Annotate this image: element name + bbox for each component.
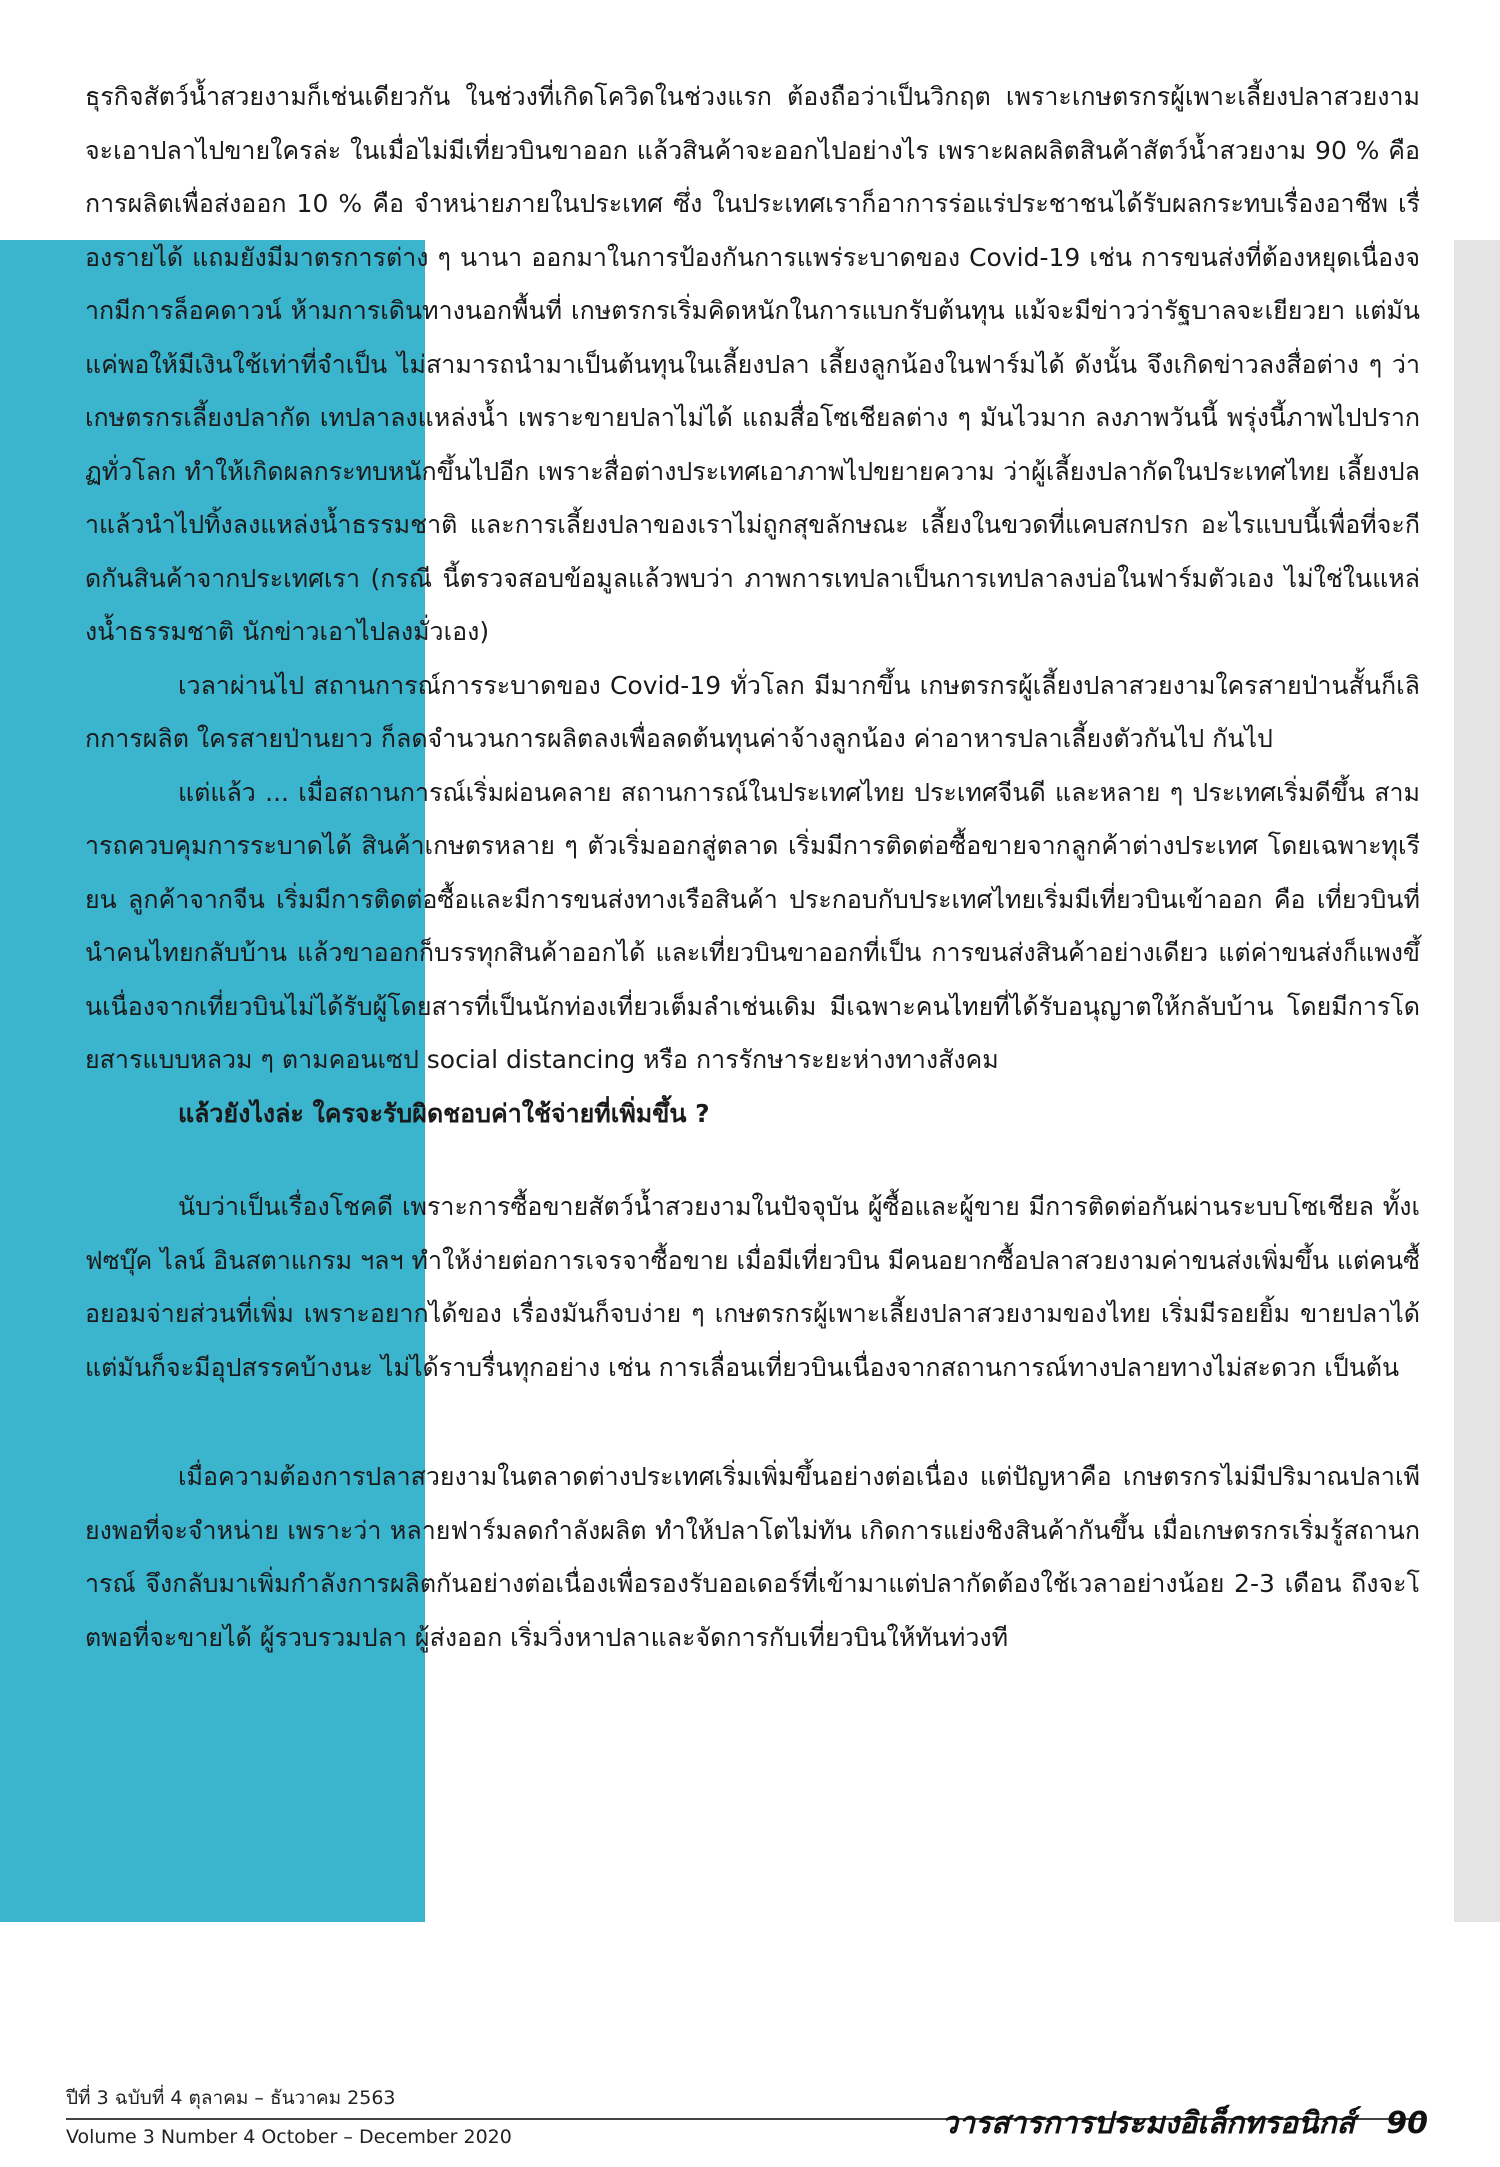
paragraph-5: เมื่อความต้องการปลาสวยงามในตลาดต่างประเทศเริ่มเพิ่มขึ้นอย่างต่อเนื่อง แต่ปัญหาคือ เกษตรกรไม่มีปริมาณปลาเพียงพอที่จะจำหน่าย เพราะว่า หลายฟาร์มลดกำลังผลิต ทำให้ปลาโตไม่ทัน เกิดการแย่งชิงสินค้ากันขึ้น เมื่อเกษตรกรเริ่มรู้สถานการณ์ จึงกลับมาเพิ่มกำลังการผลิตกันอย่างต่อเนื่องเพื่อรองรับออเดอร์ที่เข้ามาแต่ปลากัดต้องใช้เวลาอย่างน้อย 2-3 เดือน ถึงจะโตพอที่จะขายได้ ผู้รวบรวมปลา ผู้ส่งออก เริ่มวิ่งหาปลาและจัดการกับเที่ยวบินให้ทันท่วงที — [85, 1462, 1420, 1652]
journal-footer — [941, 2100, 1428, 2147]
paragraph-1: ธุรกิจสัตว์น้ำสวยงามก็เช่นเดียวกัน ในช่วงที่เกิดโควิดในช่วงแรก ต้องถือว่าเป็นวิกฤต เพราะเกษตรกรผู้เพาะเลี้ยงปลาสวยงาม จะเอาปลาไปขายใครล่ะ ในเมื่อไม่มีเที่ยวบินขาออก แล้วสินค้าจะออกไปอย่างไร เพราะผลผลิตสินค้าสัตว์น้ำสวยงาม 90 % คือการผลิตเพื่อส่งออก 10 % คือ จำหน่ายภายในประเทศ ซึ่ง ในประเทศเราก็อาการร่อแร่ประชาชนได้รับผลกระทบเรื่องอาชีพ เรื่องรายได้ แถมยังมีมาตรการต่าง ๆ นานา ออกมาในการป้องกันการแพร่ระบาดของ Covid-19 เช่น การขนส่งที่ต้องหยุดเนื่องจากมีการล็อคดาวน์ ห้ามการเดินทางนอกพื้นที่ เกษตรกรเริ่มคิดหนักในการแบกรับต้นทุน แม้จะมีข่าวว่ารัฐบาลจะเยียวยา แต่มันแค่พอให้มีเงินใช้เท่าที่จำเป็น ไม่สามารถนำมาเป็นต้นทุนในเลี้ยงปลา เลี้ยงลูกน้องในฟาร์มได้ ดังนั้น จึงเกิดข่าวลงสื่อต่าง ๆ ว่า เกษตรกรเลี้ยงปลากัด เทปลาลงแหล่งน้ำ เพราะขายปลาไม่ได้ แถมสื่อโซเชียลต่าง ๆ มันไวมาก ลงภาพวันนี้ พรุ่งนี้ภาพไปปรากฏทั่วโลก ทำให้เกิดผลกระทบหนักขึ้นไปอีก เพราะสื่อต่างประเทศเอาภาพไปขยายความ ว่าผู้เลี้ยงปลากัดในประเทศไทย เลี้ยงปลาแล้วนำไปทิ้งลงแหล่งน้ำธรรมชาติ และการเลี้ยงปลาของเราไม่ถูกสุขลักษณะ เลี้ยงในขวดที่แคบสกปรก อะไรแบบนี้เพื่อที่จะกีดกันสินค้าจากประเทศเรา (กรณี นี้ตรวจสอบข้อมูลแล้วพบว่า ภาพการเทปลาเป็นการเทปลาลงบ่อในฟาร์มตัวเอง ไม่ใช่ในแหล่งน้ำธรรมชาติ นักข่าวเอาไปลงมั่วเอง) — [85, 82, 1420, 646]
decorative-side-bar — [1454, 240, 1500, 1922]
issue-english: Volume 3 Number 4 October – December 2020 — [66, 2126, 512, 2148]
journal-title: วารสารการประมงอิเล็กทรอนิกส์ — [941, 2106, 1355, 2141]
paragraph-3: แต่แล้ว ... เมื่อสถานการณ์เริ่มผ่อนคลาย สถานการณ์ในประเทศไทย ประเทศจีนดี และหลาย ๆ ประเทศเริ่มดีขึ้น สามารถควบคุมการระบาดได้ สินค้าเกษตรหลาย ๆ ตัวเริ่มออกสู่ตลาด เริ่มมีการติดต่อซื้อขายจากลูกค้าต่างประเทศ โดยเฉพาะทุเรียน ลูกค้าจากจีน เริ่มมีการติดต่อซื้อและมีการขนส่งทางเรือสินค้า ประกอบกับประเทศไทยเริ่มมีเที่ยวบินเข้าออก คือ เที่ยวบินที่นำคนไทยกลับบ้าน แล้วขาออกก็บรรทุกสินค้าออกได้ และเที่ยวบินขาออกที่เป็น การขนส่งสินค้าอย่างเดียว แต่ค่าขนส่งก็แพงขึ้นเนื่องจากเที่ยวบินไม่ได้รับผู้โดยสารที่เป็นนักท่องเที่ยวเต็มลำเช่นเดิม มีเฉพาะคนไทยที่ได้รับอนุญาตให้กลับบ้าน โดยมีการโดยสารแบบหลวม ๆ ตามคอนเซป social distancing หรือ การรักษาระยะห่างทางสังคม — [85, 777, 1420, 1074]
paragraph-4: นับว่าเป็นเรื่องโชคดี เพราะการซื้อขายสัตว์น้ำสวยงามในปัจจุบัน ผู้ซื้อและผู้ขาย มีการติดต่อกันผ่านระบบโซเชียล ทั้งเฟซบุ๊ค ไลน์ อินสตาแกรม ฯลฯ ทำให้ง่ายต่อการเจรจาซื้อขาย เมื่อมีเที่ยวบิน มีคนอยากซื้อปลาสวยงามค่าขนส่งเพิ่มขึ้น แต่คนซื้อยอมจ่ายส่วนที่เพิ่ม เพราะอยากได้ของ เรื่องมันก็จบง่าย ๆ เกษตรกรผู้เพาะเลี้ยงปลาสวยงามของไทย เริ่มมีรอยยิ้ม ขายปลาได้ แต่มันก็จะมีอุปสรรคบ้างนะ ไม่ได้ราบรื่นทุกอย่าง เช่น การเลื่อนเที่ยวบินเนื่องจากสถานการณ์ทางปลายทางไม่สะดวก เป็นต้น — [85, 1192, 1420, 1382]
paragraph-2: เวลาผ่านไป สถานการณ์การระบาดของ Covid-19 ทั่วโลก มีมากขึ้น เกษตรกรผู้เลี้ยงปลาสวยงามใครสายป่านสั้นก็เลิกการผลิต ใครสายป่านยาว ก็ลดจำนวนการผลิตลงเพื่อลดต้นทุนค่าจ้างลูกน้อง ค่าอาหารปลาเลี้ยงตัวกันไป กันไป — [85, 670, 1420, 753]
page-number: 90 — [1386, 2106, 1428, 2141]
section-heading: แล้วยังไงล่ะ ใครจะรับผิดชอบค่าใช้จ่ายที่เพิ่มขึ้น ? — [178, 1098, 710, 1128]
issue-thai: ปีที่ 3 ฉบับที่ 4 ตุลาคม – ธันวาคม 2563 — [66, 2087, 396, 2109]
article-body — [85, 70, 1420, 1664]
